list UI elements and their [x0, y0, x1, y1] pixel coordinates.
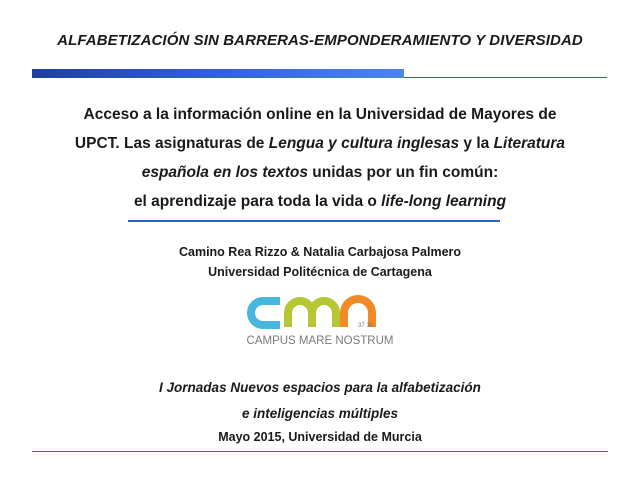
event-title-line-1: I Jornadas Nuevos espacios para la alfabetización — [159, 380, 481, 395]
event-title — [0, 375, 640, 427]
logo-m-green-shape — [288, 301, 336, 327]
main-title — [40, 100, 600, 216]
event-title-line-2: e inteligencias múltiples — [241, 406, 399, 421]
authors: Camino Rea Rizzo & Natalia Carbajosa Palmero — [178, 245, 462, 259]
campus-mare-nostrum-logo — [240, 294, 400, 350]
header-accent-bar — [32, 69, 404, 78]
main-title-line-3: española en los textos unidas por un fin común: — [141, 164, 499, 181]
main-title-line-1: Acceso a la información online en la Universidad de Mayores de — [83, 106, 557, 123]
main-title-line-2: UPCT. Las asignaturas de Lengua y cultura inglesas y la Literatura — [74, 135, 566, 152]
slide-header-title: ALFABETIZACIÓN SIN BARRERAS-EMPONDERAMIENTO Y DIVERSIDAD — [57, 32, 583, 49]
title-underline — [128, 220, 500, 222]
event-date: Mayo 2015, Universidad de Murcia — [218, 430, 422, 444]
logo-c-shape — [251, 301, 280, 325]
logo-numbers: 37 38 — [358, 323, 374, 329]
footer-line — [32, 451, 608, 452]
logo-label: CAMPUS MARE NOSTRUM — [246, 335, 394, 347]
affiliation: Universidad Politécnica de Cartagena — [208, 265, 432, 279]
header-accent-line — [404, 77, 607, 78]
main-title-line-4: el aprendizaje para toda la vida o life-long learning — [133, 193, 507, 210]
